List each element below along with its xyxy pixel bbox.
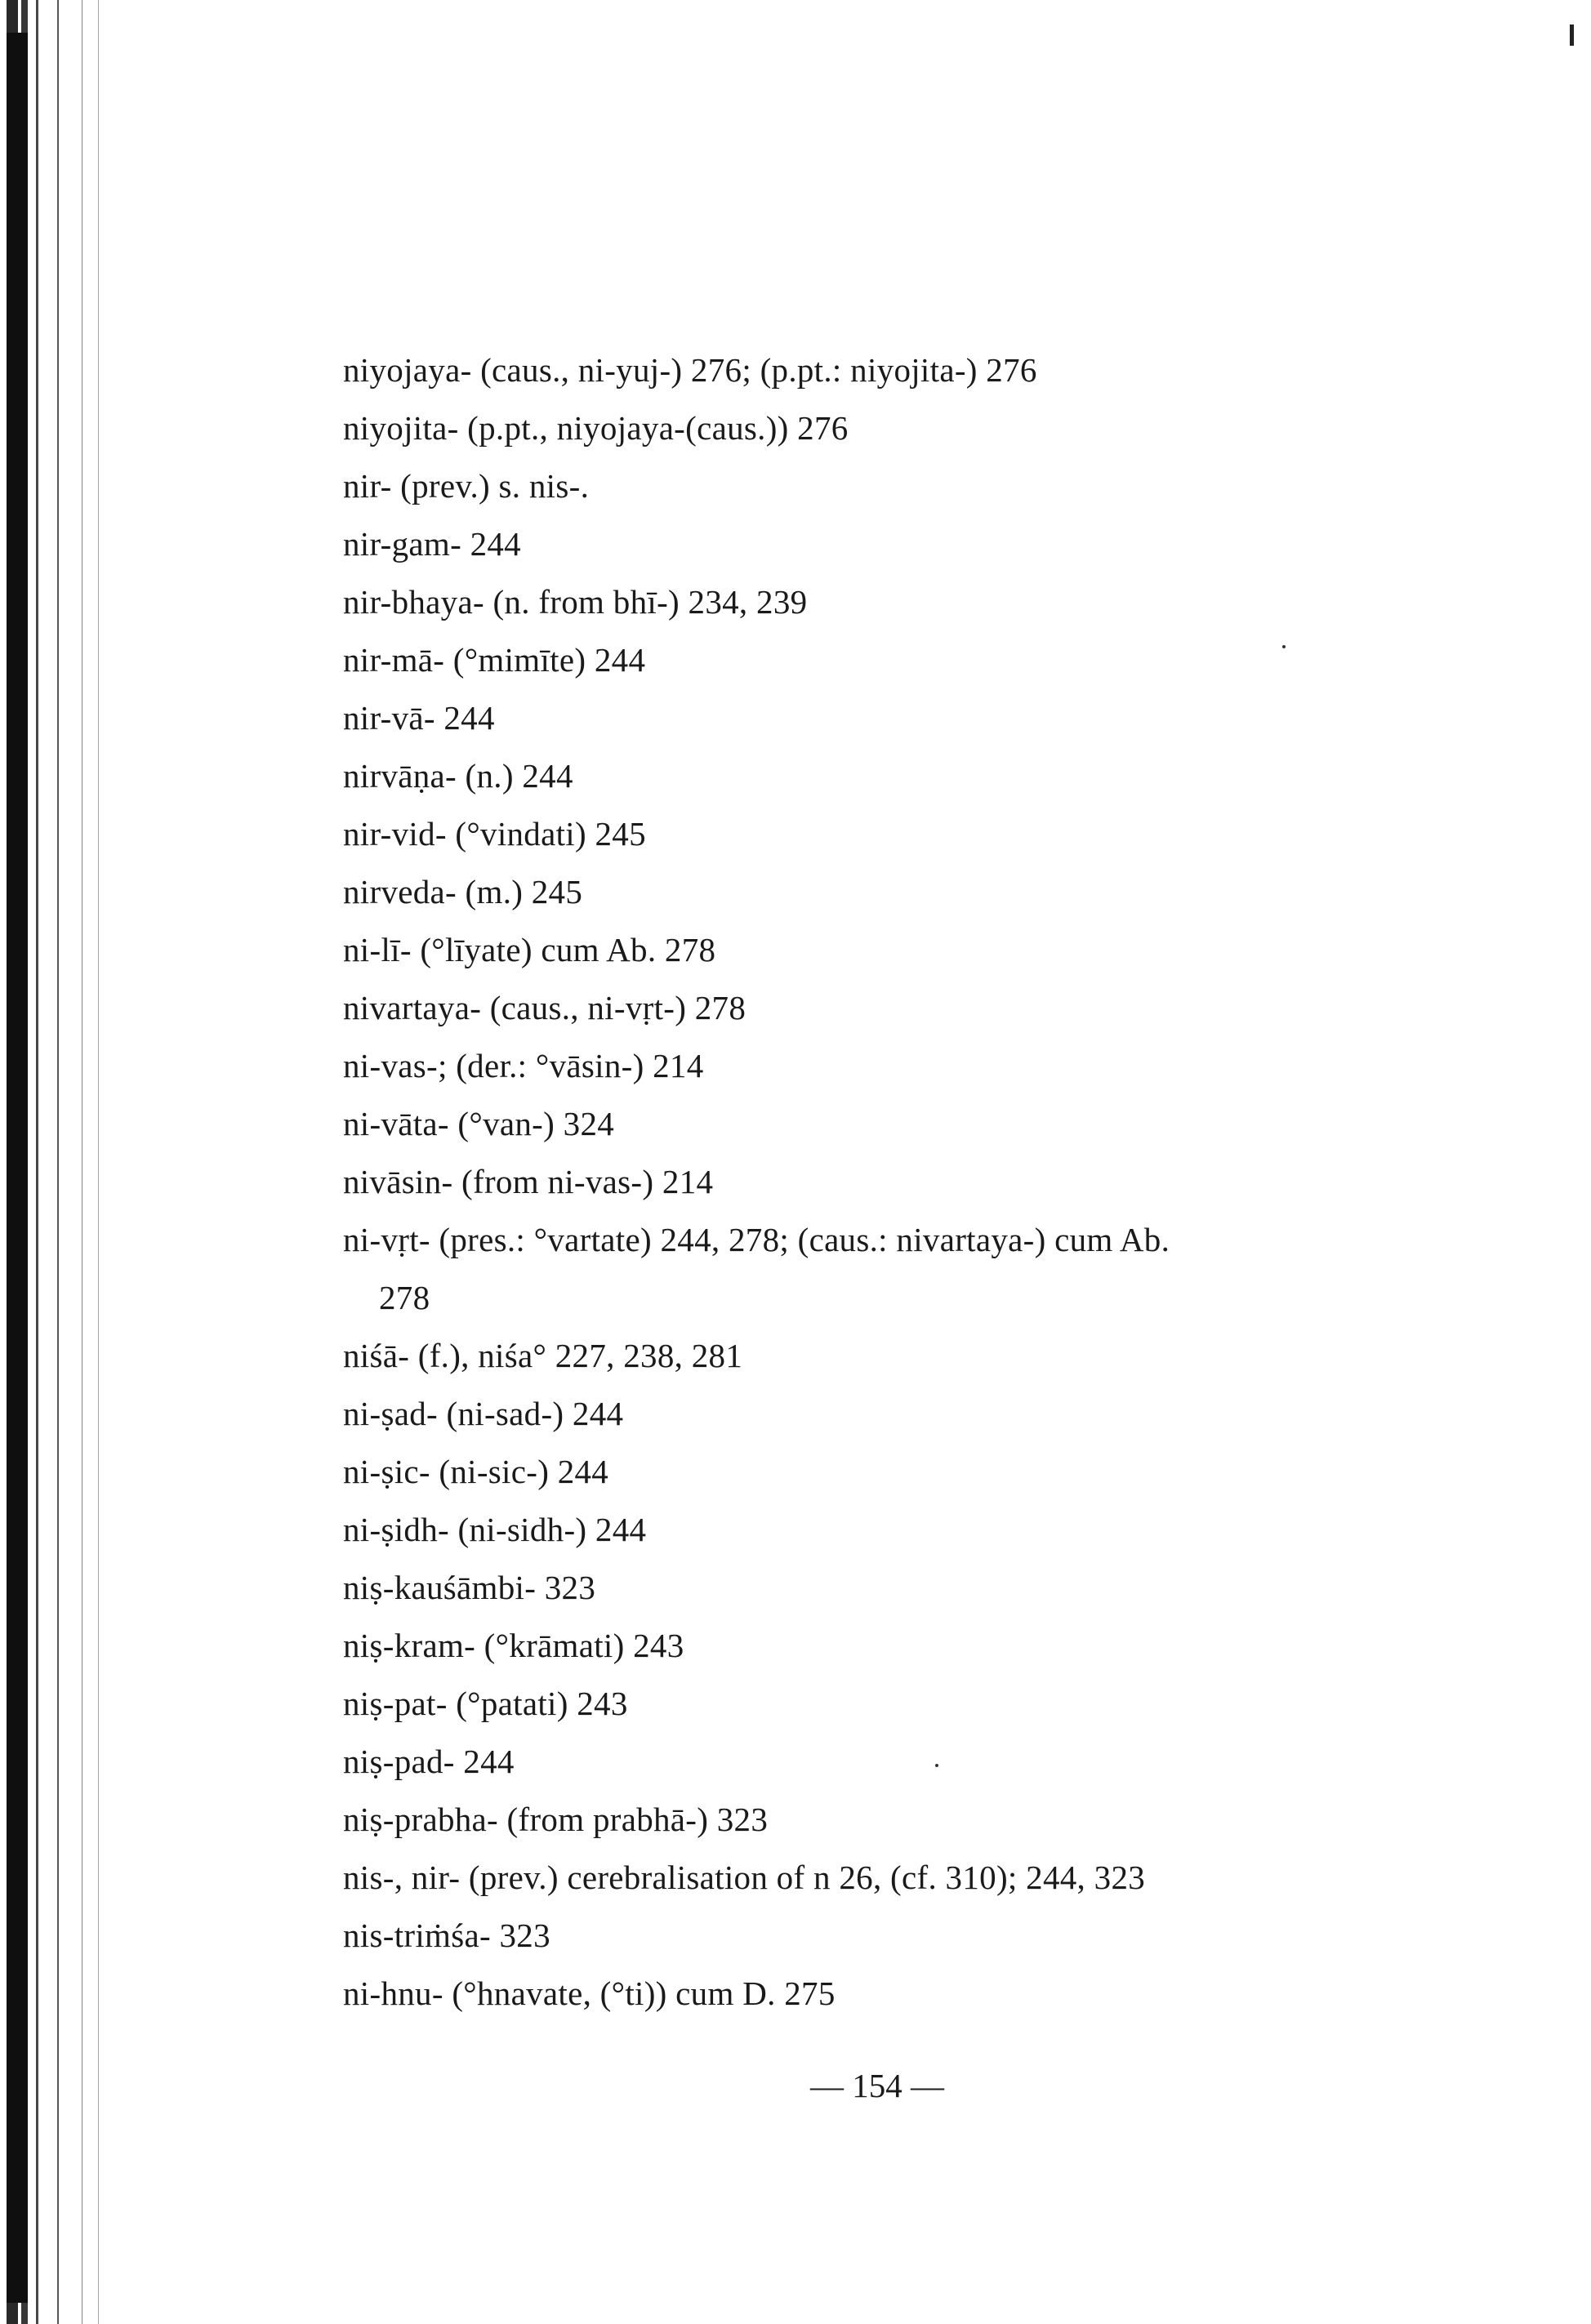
index-entry: nivartaya- (caus., ni-vṛt-) 278 [343,989,746,1026]
index-entry: ni-lī- (°līyate) cum Ab. 278 [343,931,716,968]
index-entry: nivāsin- (from ni-vas-) 214 [343,1163,714,1200]
index-entry: nis-triṁśa- 323 [343,1917,550,1954]
index-entry: nirveda- (m.) 245 [343,873,583,910]
index-entry-list [343,341,1470,2023]
index-entry-main: ni-vṛt- (pres.: °vartate) 244, 278; (caus.: nivartaya-) cum Ab. [343,1221,1170,1258]
index-entry: nir-bhaya- (n. from bhī-) 234, 239 [343,583,808,621]
index-entry: nir- (prev.) s. nis-. [343,467,590,505]
index-entry-continuation: 278 [379,1279,430,1316]
index-entry: nirvāṇa- (n.) 244 [343,757,573,795]
index-entry: ni-ṣidh- (ni-sidh-) 244 [343,1511,647,1548]
index-entry: ni-vāta- (°van-) 324 [343,1105,615,1142]
index-entry: niṣ-pat- (°patati) 243 [343,1685,628,1722]
index-entry: niṣ-prabha- (from prabhā-) 323 [343,1801,769,1838]
index-entry: nir-gam- 244 [343,525,521,563]
index-entry: nir-vā- 244 [343,699,495,737]
index-entry: ni-hnu- (°hnavate, (°ti)) cum D. 275 [343,1975,836,2012]
index-entry: nir-vid- (°vindati) 245 [343,815,646,853]
index-entry [343,1211,1470,1327]
index-entry: niṣ-kram- (°krāmati) 243 [343,1627,684,1664]
index-entry: niyojita- (p.pt., niyojaya-(caus.)) 276 [343,409,849,447]
scan-corner-mark [1570,24,1574,46]
index-entry: niṣ-pad- 244 [343,1743,515,1780]
index-entry: ni-ṣad- (ni-sad-) 244 [343,1395,624,1432]
index-entry: ni-vas-; (der.: °vāsin-) 214 [343,1047,704,1084]
binding-shadow [7,33,28,2303]
index-entry: ni-ṣic- (ni-sic-) 244 [343,1453,609,1490]
index-entry: niśā- (f.), niśa° 227, 238, 281 [343,1337,743,1374]
page-number: — 154 — [810,2067,944,2104]
index-entry: niṣ-kauśāmbi- 323 [343,1569,596,1606]
index-entry: nir-mā- (°mimīte) 244 [343,641,646,679]
index-entry: nis-, nir- (prev.) cerebralisation of n 26, (cf. 310); 244, 323 [343,1859,1146,1896]
index-entry: niyojaya- (caus., ni-yuj-) 276; (p.pt.: niyojita-) 276 [343,351,1037,389]
